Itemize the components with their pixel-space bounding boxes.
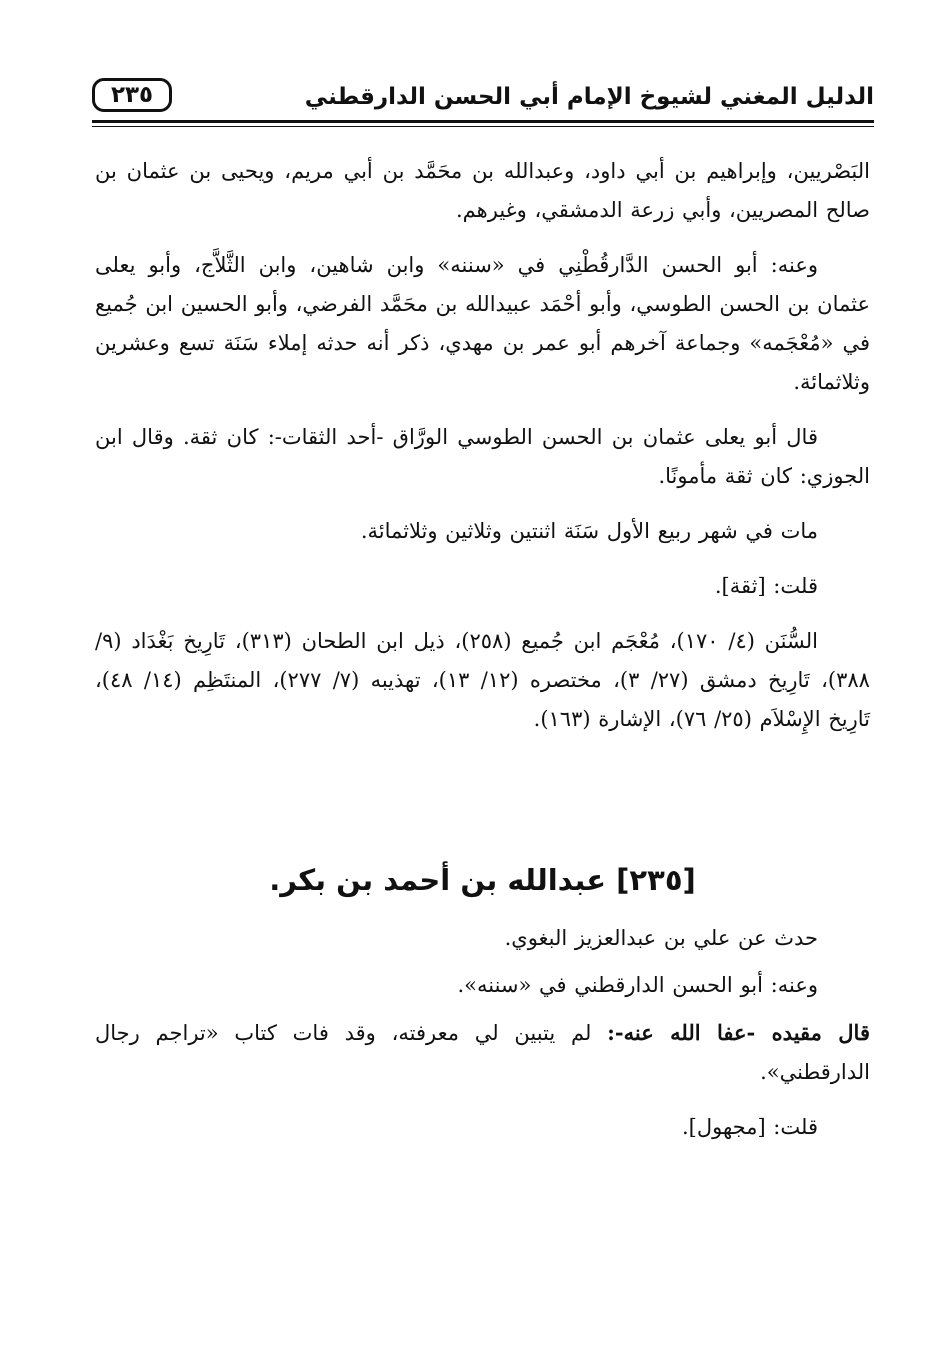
- author-note-text: لم يتبين لي معرفته، وقد فات كتاب «تراجم رجال الدارقطني».: [95, 1021, 870, 1084]
- entry-234-death-paragraph: مات في شهر ربيع الأول سَنَة اثنتين وثلاثين وثلاثمائة.: [360, 519, 818, 543]
- running-title: الدليل المغني لشيوخ الإمام أبي الحسن الدارقطني: [304, 84, 874, 110]
- header-rule-thin: [92, 126, 874, 127]
- page-number: ٢٣٥: [92, 78, 172, 112]
- entry-234-verdict: قلت: [ثقة].: [714, 574, 818, 598]
- entry-234-grading-paragraph: قال أبو يعلى عثمان بن الحسن الطوسي الورَّاق -أحد الثقات-: كان ثقة. وقال ابن الجوزي: كان ثقة مأمونًا.: [95, 425, 870, 488]
- entry-234-teachers-paragraph: البَصْريين، وإبراهيم بن أبي داود، وعبدالله بن محَمَّد بن أبي مريم، ويحيى بن عثمان بن صالح المصريين، وأبي زرعة الدمشقي، وغيرهم.: [95, 159, 870, 222]
- entry-235-author-note: [95, 1013, 870, 1092]
- author-note-lead: قال مقيده -عفا الله عنه-:: [607, 1020, 870, 1045]
- entry-235-verdict: قلت: [مجهول].: [681, 1115, 818, 1139]
- entry-235-students-paragraph: وعنه: أبو الحسن الدارقطني في «سننه».: [457, 973, 818, 997]
- header-rule-thick: [92, 120, 874, 123]
- page-content: [95, 152, 870, 1147]
- entry-234-sources-paragraph: السُّنَن (٤/ ١٧٠)، مُعْجَم ابن جُميع (٢٥٨)، ذيل ابن الطحان (٣١٣)، تَارِيخ بَغْدَاد (٩/ ٣٨٨)، تَارِيخ دمشق (٢٧/ ٣)، مختصره (١٢/ ١٣)، تهذيبه (٧/ ٢٧٧)، المنتَظِم (١٤/ ٤٨)، تَارِيخ الإِسْلاَم (٢٥/ ٧٦)، الإشارة (١٦٣).: [95, 629, 870, 731]
- page-header: [92, 72, 874, 128]
- entry-235-teacher-paragraph: حدث عن علي بن عبدالعزيز البغوي.: [504, 926, 818, 950]
- entry-234-students-paragraph: وعنه: أبو الحسن الدَّارقُطْنِي في «سننه» وابن شاهين، وابن الثَّلاَّج، وأبو يعلى عثمان بن الحسن الطوسي، وأبو أحْمَد عبيدالله بن محَمَّد الفرضي، وأبو الحسين ابن جُميع في «مُعْجَمه» وجماعة آخرهم أبو عمر بن مهدي، ذكر أنه حدثه إملاء سَنَة تسع وعشرين وثلاثمائة.: [95, 253, 870, 394]
- entry-235-heading: [٢٣٥] عبدالله بن أحمد بن بكر.: [269, 863, 696, 897]
